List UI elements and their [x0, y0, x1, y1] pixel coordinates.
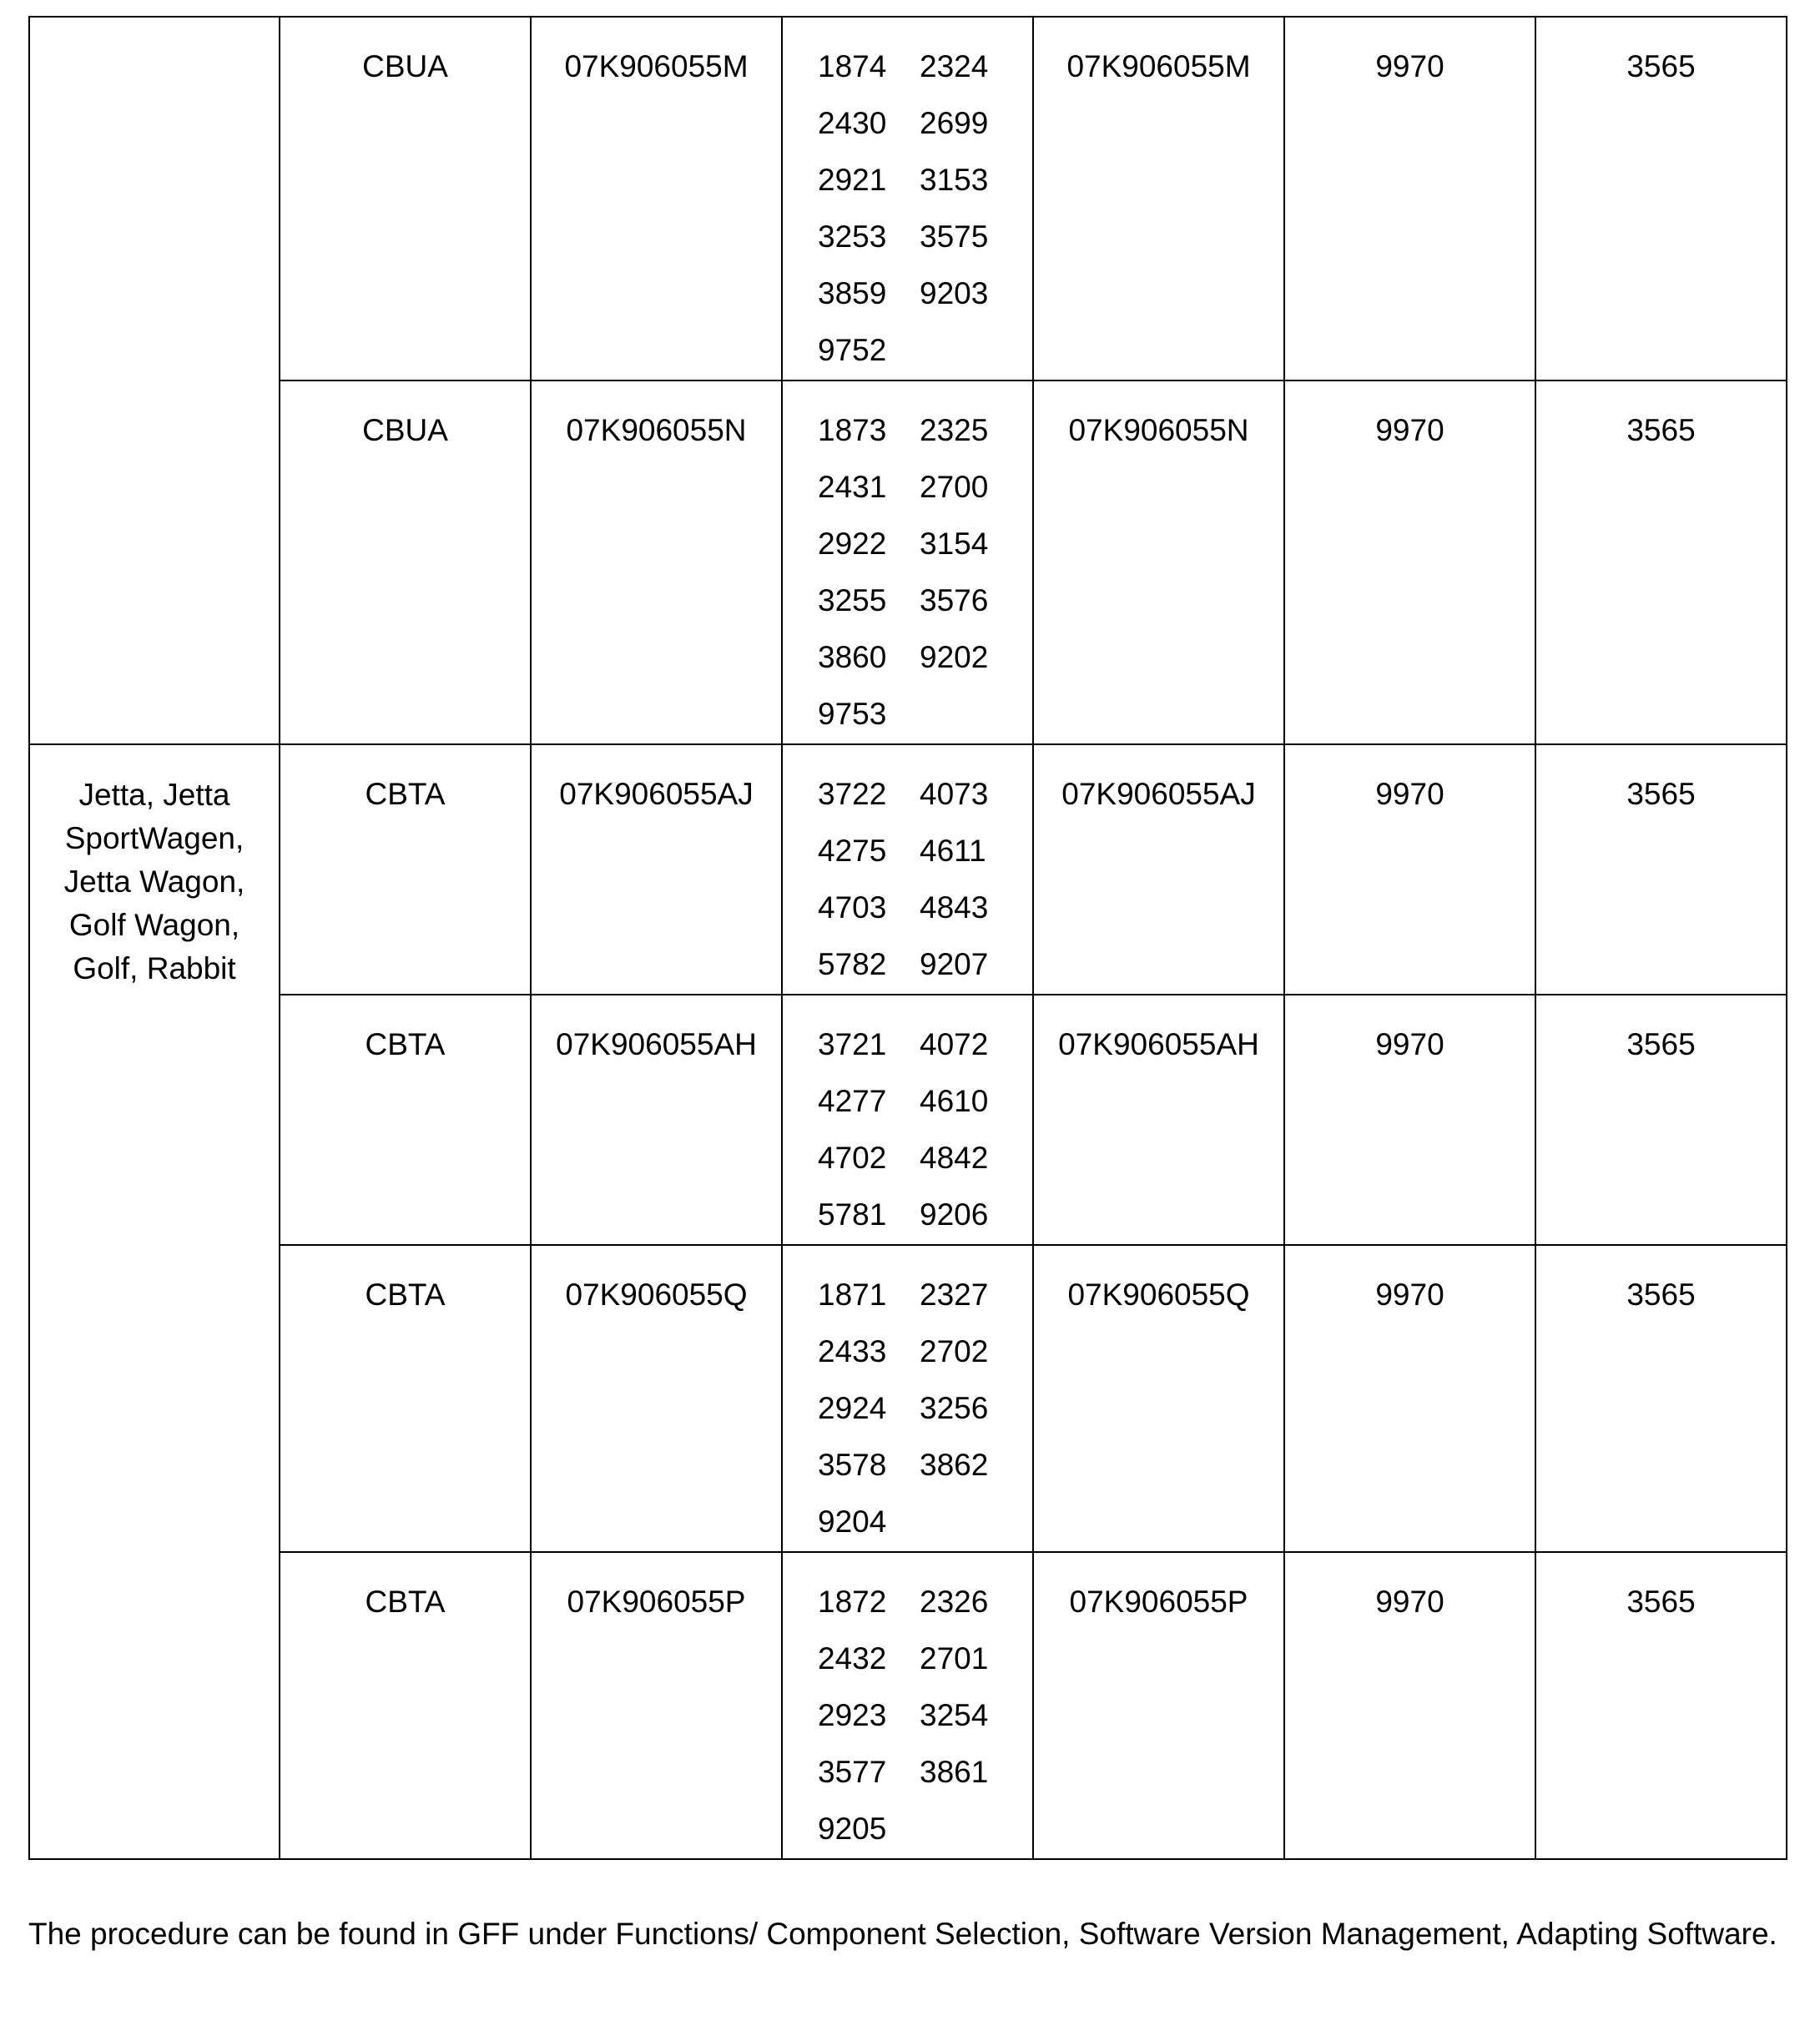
software-version: 2326	[920, 1585, 989, 1619]
table-row	[29, 380, 1787, 744]
software-version: 5781	[818, 1197, 887, 1232]
old-part-number-cell: 07K906055Q	[531, 1245, 782, 1552]
software-version: 3860	[818, 640, 887, 674]
software-version: 2324	[920, 49, 989, 83]
engine-code-cell: CBTA	[280, 744, 531, 995]
software-version: 3255	[818, 583, 887, 617]
software-version: 3575	[920, 219, 989, 254]
software-version: 2432	[818, 1641, 887, 1676]
software-version: 2700	[920, 470, 989, 504]
new-software-cell: 9970	[1284, 1552, 1535, 1859]
engine-code-cell: CBTA	[280, 1552, 531, 1859]
software-versions-cell	[782, 995, 1033, 1245]
software-version: 3153	[920, 163, 989, 197]
new-part-number-cell: 07K906055P	[1033, 1552, 1284, 1859]
software-version: 4277	[818, 1084, 887, 1118]
vehicle-model-cell	[29, 17, 280, 744]
new-software-cell: 9970	[1284, 744, 1535, 995]
last-column-cell: 3565	[1535, 1552, 1787, 1859]
last-column-cell: 3565	[1535, 380, 1787, 744]
old-part-number-cell: 07K906055N	[531, 380, 782, 744]
software-version: 2699	[920, 106, 989, 140]
software-versions-cell	[782, 380, 1033, 744]
old-part-number-cell: 07K906055P	[531, 1552, 782, 1859]
software-version: 3721	[818, 1027, 887, 1061]
software-update-table	[28, 16, 1787, 1860]
new-part-number-cell: 07K906055Q	[1033, 1245, 1284, 1552]
table-row	[29, 995, 1787, 1245]
software-version: 2701	[920, 1641, 989, 1676]
last-column-cell: 3565	[1535, 1245, 1787, 1552]
software-version: 9205	[818, 1812, 887, 1846]
software-version: 2431	[818, 470, 887, 504]
software-version: 9207	[920, 947, 989, 981]
software-versions-cell	[782, 1245, 1033, 1552]
software-versions-cell	[782, 744, 1033, 995]
table-row	[29, 17, 1787, 380]
software-version: 2433	[818, 1334, 887, 1368]
software-version: 3862	[920, 1448, 989, 1482]
engine-code-cell: CBUA	[280, 17, 531, 380]
software-version: 1874	[818, 49, 887, 83]
software-version: 4611	[920, 834, 986, 868]
software-version: 2325	[920, 413, 989, 447]
table-row	[29, 1245, 1787, 1552]
old-part-number-cell: 07K906055AH	[531, 995, 782, 1245]
new-software-cell: 9970	[1284, 1245, 1535, 1552]
software-version: 3578	[818, 1448, 887, 1482]
software-version: 2702	[920, 1334, 989, 1368]
last-column-cell: 3565	[1535, 744, 1787, 995]
software-version: 3577	[818, 1755, 887, 1789]
software-version: 5782	[818, 947, 887, 981]
software-version: 1873	[818, 413, 887, 447]
software-version: 4610	[920, 1084, 989, 1118]
old-part-number-cell: 07K906055M	[531, 17, 782, 380]
software-version: 4842	[920, 1141, 989, 1175]
software-version: 2327	[920, 1278, 989, 1312]
last-column-cell: 3565	[1535, 995, 1787, 1245]
old-part-number-cell: 07K906055AJ	[531, 744, 782, 995]
software-version: 3254	[920, 1698, 989, 1732]
software-version: 4072	[920, 1027, 989, 1061]
software-version: 3722	[818, 777, 887, 811]
software-version: 3861	[920, 1755, 989, 1789]
software-version: 4275	[818, 834, 887, 868]
engine-code-cell: CBTA	[280, 1245, 531, 1552]
software-version: 3154	[920, 527, 989, 561]
software-version: 2924	[818, 1391, 887, 1425]
table-row	[29, 744, 1787, 995]
software-version: 4703	[818, 890, 887, 925]
engine-code-cell: CBUA	[280, 380, 531, 744]
new-part-number-cell: 07K906055AH	[1033, 995, 1284, 1245]
software-version: 3576	[920, 583, 989, 617]
new-software-cell: 9970	[1284, 380, 1535, 744]
software-version: 1872	[818, 1585, 887, 1619]
software-version: 9752	[818, 333, 887, 367]
new-part-number-cell: 07K906055N	[1033, 380, 1284, 744]
new-part-number-cell: 07K906055M	[1033, 17, 1284, 380]
new-part-number-cell: 07K906055AJ	[1033, 744, 1284, 995]
software-version: 9753	[818, 697, 887, 731]
new-software-cell: 9970	[1284, 17, 1535, 380]
engine-code-cell: CBTA	[280, 995, 531, 1245]
procedure-note: The procedure can be found in GFF under Functions/ Component Selection, Software Version Management, Adapting Software.	[28, 1917, 1777, 1951]
software-version: 2921	[818, 163, 887, 197]
table-row	[29, 1552, 1787, 1859]
software-version: 1871	[818, 1278, 887, 1312]
software-version: 2430	[818, 106, 887, 140]
software-version: 9202	[920, 640, 989, 674]
software-version: 4702	[818, 1141, 887, 1175]
software-version: 4843	[920, 890, 989, 925]
software-version: 2922	[818, 527, 887, 561]
last-column-cell: 3565	[1535, 17, 1787, 380]
software-version: 3256	[920, 1391, 989, 1425]
software-version: 9204	[818, 1504, 887, 1539]
software-version: 2923	[818, 1698, 887, 1732]
software-version: 9206	[920, 1197, 989, 1232]
software-version: 3859	[818, 276, 887, 310]
software-version: 3253	[818, 219, 887, 254]
software-version: 4073	[920, 777, 989, 811]
new-software-cell: 9970	[1284, 995, 1535, 1245]
vehicle-model-cell: Jetta, Jetta SportWagen, Jetta Wagon, Golf Wagon, Golf, Rabbit	[29, 744, 280, 1859]
software-version: 9203	[920, 276, 989, 310]
software-versions-cell	[782, 1552, 1033, 1859]
software-versions-cell	[782, 17, 1033, 380]
